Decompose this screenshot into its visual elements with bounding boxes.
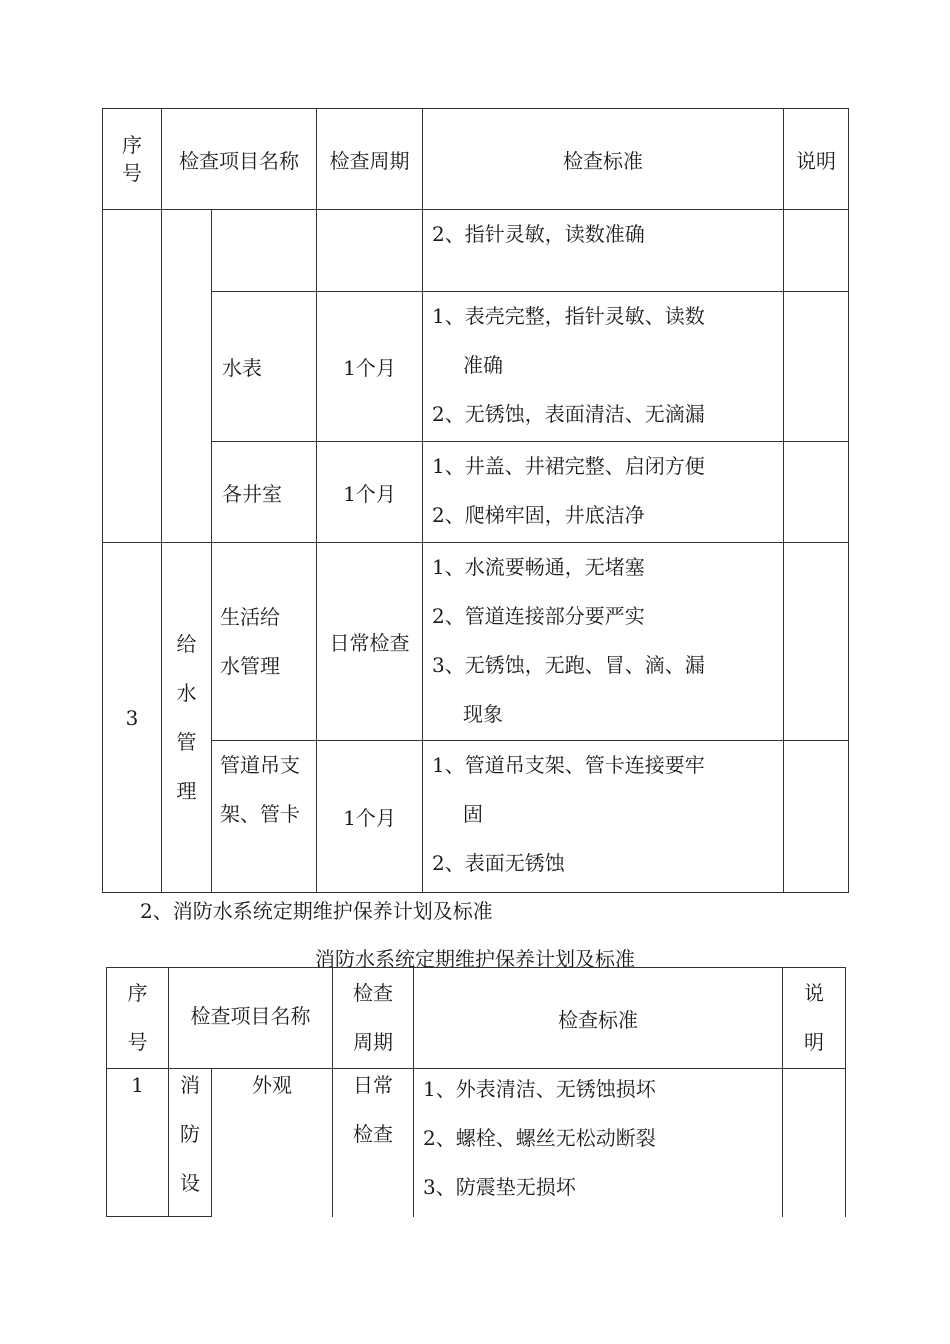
cycle-cell-empty bbox=[317, 210, 423, 292]
item-water-meter: 水表 bbox=[212, 292, 317, 442]
note-cell bbox=[784, 292, 849, 442]
header-item-name: 检查项目名称 bbox=[169, 968, 333, 1069]
standard-domestic-supply: 1、水流要畅通，无堵塞 2、管道连接部分要严实 3、无锈蚀，无跑、冒、滴、漏 现象 bbox=[423, 543, 784, 741]
cycle-well-chamber: 1个月 bbox=[317, 442, 423, 543]
standard-appearance: 1、外表清洁、无锈蚀损坏 2、螺栓、螺丝无松动断裂 3、防震垫无损坏 bbox=[414, 1069, 783, 1217]
note-cell bbox=[783, 1069, 846, 1217]
item-domestic-supply: 生活给水管理 bbox=[212, 543, 317, 741]
table-row bbox=[103, 210, 849, 292]
note-cell bbox=[784, 543, 849, 741]
cycle-pipe-hanger: 1个月 bbox=[317, 741, 423, 893]
item-well-chamber: 各井室 bbox=[212, 442, 317, 543]
group-category-water-supply: 给水管理 bbox=[162, 543, 212, 893]
item-appearance: 外观 bbox=[212, 1069, 333, 1217]
cycle-daily: 日常检查 bbox=[333, 1069, 414, 1217]
category-cell-empty bbox=[162, 210, 212, 543]
section-heading: 2、消防水系统定期维护保养计划及标准 bbox=[140, 899, 493, 923]
serial-1: 1 bbox=[107, 1069, 169, 1217]
header-standard: 检查标准 bbox=[423, 109, 784, 210]
standard-cell: 2、指针灵敏，读数准确 bbox=[423, 210, 784, 292]
header-note: 说明 bbox=[784, 109, 849, 210]
standard-pipe-hanger: 1、管道吊支架、管卡连接要牢 固 2、表面无锈蚀 bbox=[423, 741, 784, 893]
header-item-name: 检查项目名称 bbox=[162, 109, 317, 210]
header-cycle: 检查周期 bbox=[317, 109, 423, 210]
category-fire-equipment: 消防设 bbox=[169, 1069, 212, 1217]
table-row bbox=[103, 741, 849, 893]
cycle-water-meter: 1个月 bbox=[317, 292, 423, 442]
maintenance-table-water-supply bbox=[102, 108, 849, 893]
table-row bbox=[103, 543, 849, 741]
note-cell bbox=[784, 442, 849, 543]
note-cell bbox=[784, 210, 849, 292]
serial-cell-empty bbox=[103, 210, 162, 543]
table-row bbox=[107, 1069, 846, 1217]
table-header-row bbox=[103, 109, 849, 210]
table-row bbox=[103, 442, 849, 543]
header-note: 说明 bbox=[783, 968, 846, 1069]
standard-water-meter: 1、表壳完整，指针灵敏、读数 准确 2、无锈蚀，表面清洁、无滴漏 bbox=[423, 292, 784, 442]
table-header-row bbox=[107, 968, 846, 1069]
table-caption: 消防水系统定期维护保养计划及标准 bbox=[315, 947, 635, 971]
header-cycle: 检查周期 bbox=[333, 968, 414, 1069]
header-serial-no: 序号 bbox=[107, 968, 169, 1069]
note-cell bbox=[784, 741, 849, 893]
item-cell-empty bbox=[212, 210, 317, 292]
header-serial-no: 序号 bbox=[103, 109, 162, 210]
table-row bbox=[103, 292, 849, 442]
group-serial-3: 3 bbox=[103, 543, 162, 893]
header-standard: 检查标准 bbox=[414, 968, 783, 1069]
maintenance-table-fire-water bbox=[106, 967, 846, 1217]
standard-well-chamber: 1、井盖、井裙完整、启闭方便 2、爬梯牢固，井底洁净 bbox=[423, 442, 784, 543]
cycle-domestic-supply: 日常检查 bbox=[317, 543, 423, 741]
item-pipe-hanger: 管道吊支架、管卡 bbox=[212, 741, 317, 893]
